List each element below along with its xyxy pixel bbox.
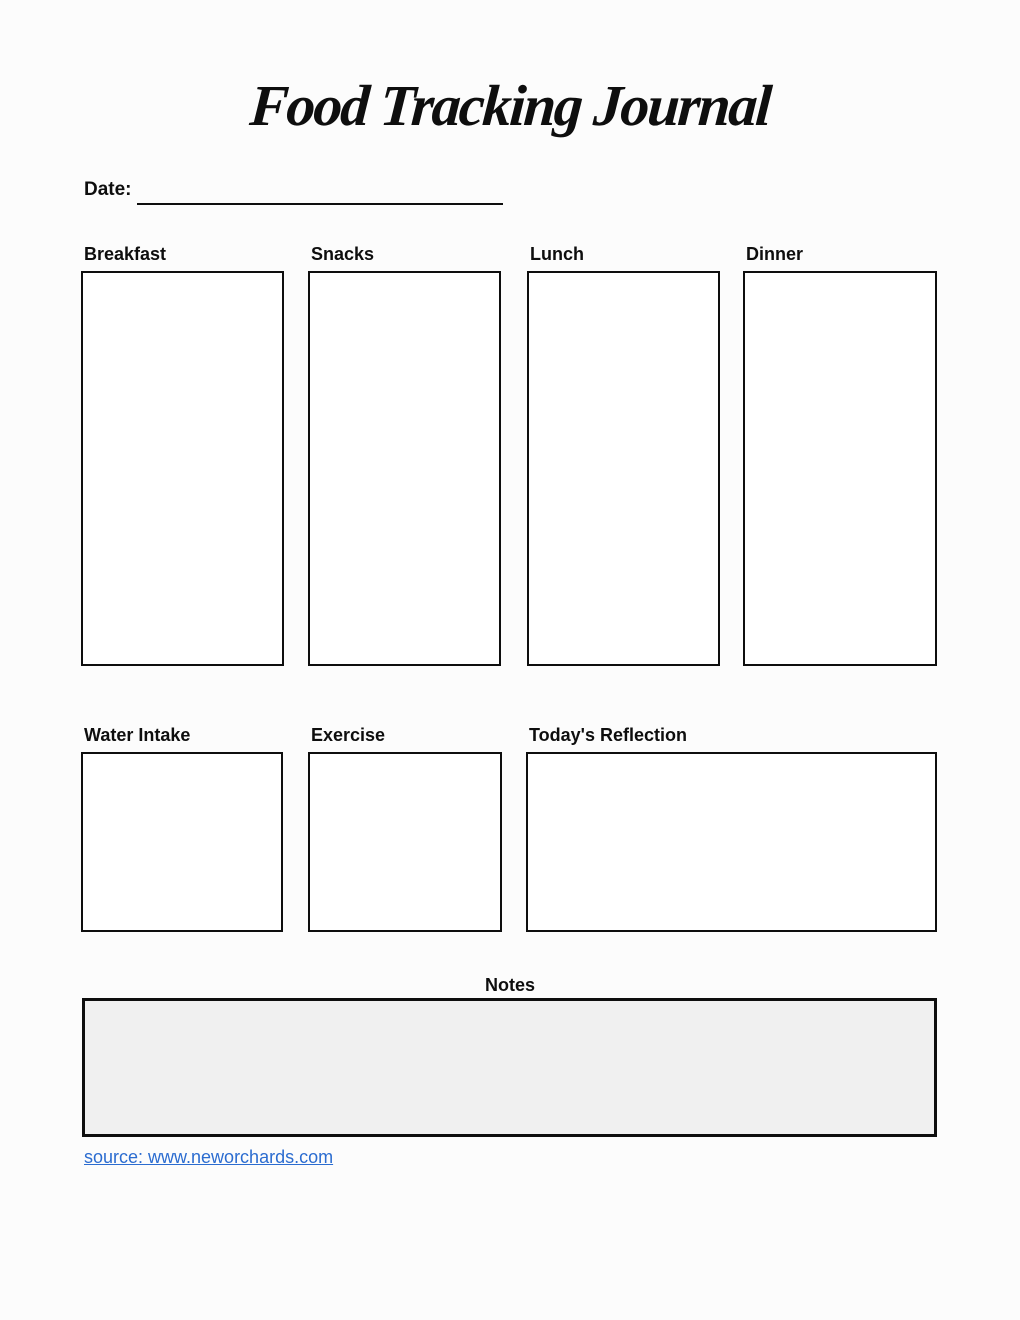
notes-label: Notes [484, 975, 535, 995]
todays-reflection-entry-box[interactable] [526, 752, 937, 932]
exercise-label: Exercise [311, 725, 386, 745]
lunch-label: Lunch [530, 244, 584, 264]
snacks-entry-box[interactable] [308, 271, 501, 666]
section-todays-reflection [526, 726, 937, 932]
page-title: Food Tracking Journal [247, 73, 773, 138]
section-water-intake [81, 726, 283, 932]
section-snacks [308, 245, 501, 666]
todays-reflection-label: Today's Reflection [529, 725, 687, 745]
dinner-label: Dinner [746, 244, 804, 264]
section-breakfast [81, 245, 284, 666]
source-link[interactable]: source: www.neworchards.com [84, 1147, 334, 1167]
water-intake-entry-box[interactable] [81, 752, 283, 932]
notes-entry-box[interactable] [82, 998, 937, 1137]
breakfast-label: Breakfast [84, 244, 167, 264]
snacks-label: Snacks [311, 244, 375, 264]
section-dinner [743, 245, 937, 666]
breakfast-entry-box[interactable] [81, 271, 284, 666]
water-intake-label: Water Intake [84, 725, 191, 745]
section-exercise [308, 726, 502, 932]
date-label: Date: [84, 179, 132, 200]
date-input-line[interactable] [137, 176, 503, 205]
section-lunch [527, 245, 720, 666]
lunch-entry-box[interactable] [527, 271, 720, 666]
dinner-entry-box[interactable] [743, 271, 937, 666]
exercise-entry-box[interactable] [308, 752, 502, 932]
